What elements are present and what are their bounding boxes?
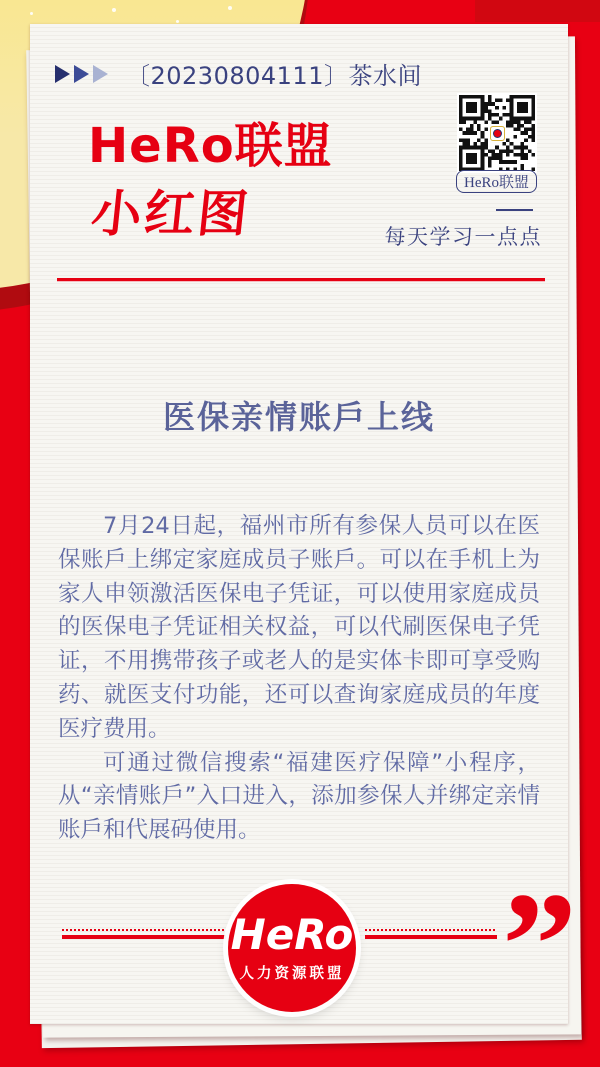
sparkle-dot (30, 12, 33, 15)
solid-line (365, 935, 497, 939)
issue-number-label: 〔20230804111〕茶水间 (126, 62, 422, 90)
solid-line (62, 935, 226, 939)
brand-title-line1: HeRo联盟 (88, 118, 333, 174)
brand-title (88, 112, 333, 260)
tagline-dash (496, 209, 533, 211)
sparkle-dot (228, 6, 232, 10)
qr-center-logo-icon (490, 126, 505, 141)
qr-caption-badge: HeRo联盟 (456, 170, 537, 193)
content-card (30, 24, 571, 1028)
article-paragraph: 可通过微信搜索“福建医疗保障”小程序，从“亲情账戶”入口进入，添加参保人并绑定亲情账戶和代展码使用。 (58, 749, 540, 844)
card-header (55, 56, 422, 91)
triangle-right-icon (93, 65, 108, 83)
dotted-line (365, 929, 497, 931)
triangle-right-icon (55, 65, 70, 83)
dotted-line (62, 929, 226, 931)
brand-title-line2: 小红图 (88, 185, 254, 243)
hero-logo-subtext: 人力资源联盟 (239, 965, 345, 982)
closing-quote-mark: ” (502, 862, 571, 1028)
red-divider (57, 278, 545, 282)
article-body (58, 510, 540, 848)
article-paragraph: 7月24日起，福州市所有参保人员可以在医保账戶上绑定家庭成员子账戶。可以在手机上为家人申领激活医保电子凭证，可以使用家庭成员的医保电子凭证相关权益，可以代刷医保电子凭证，不用携带孩子或老人的是实体卡即可享受购药、就医支付功能，还可以查询家庭成员的年度医疗费用。 (58, 513, 540, 742)
tagline: 每天学习一点点 (384, 225, 542, 249)
triangle-right-icon (74, 65, 89, 83)
qr-code (457, 93, 537, 173)
sparkle-dot (112, 8, 116, 12)
hero-logo (228, 884, 356, 1012)
article-title: 医保亲情账戶上线 (162, 398, 435, 436)
background-dark-band (475, 0, 600, 22)
hero-logo-text: HeRo (230, 909, 354, 959)
sparkle-dot (176, 20, 179, 23)
